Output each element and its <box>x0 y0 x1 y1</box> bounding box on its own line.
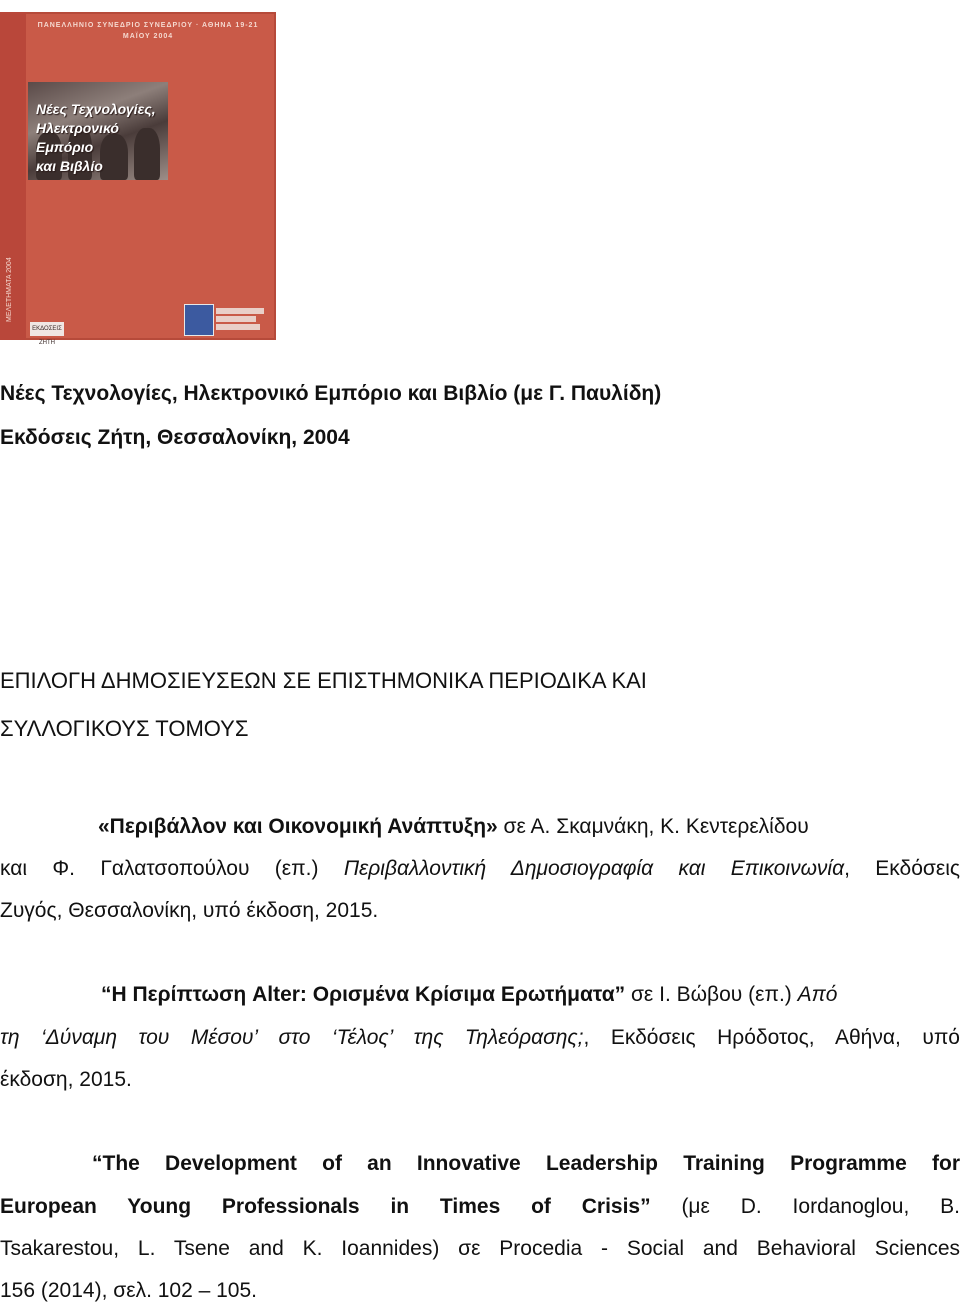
entry-3-line-2 <box>0 1193 960 1221</box>
entry-3-authors: (με D. Iordanoglou, B. <box>650 1195 960 1218</box>
entry-2-title: “Η Περίπτωση Alter: Ορισμένα Κρίσιμα Ερωτήματα” <box>101 983 626 1006</box>
entry-2-book-title: τη ‘Δύναμη του Μέσου’ στο ‘Τέλος’ της Τηλεόρασης; <box>0 1026 584 1049</box>
entry-1-line-3: Ζυγός, Θεσσαλονίκη, υπό έκδοση, 2015. <box>0 899 379 922</box>
entry-1-line-2 <box>0 855 960 883</box>
cover-logo-text <box>216 306 268 332</box>
entry-1-title: «Περιβάλλον και Οικονομική Ανάπτυξη» <box>98 815 498 838</box>
entry-2-line-3: έκδοση, 2015. <box>0 1068 132 1091</box>
entry-3-title: “The Development of an Innovative Leadership Training Programme for <box>92 1152 960 1175</box>
section-heading-cont: ΣΥΛΛΟΓΙΚΟΥΣ ΤΟΜΟΥΣ <box>0 716 249 741</box>
entry-2-line-1 <box>101 981 837 1009</box>
entry-1-line-1 <box>98 813 809 841</box>
entry-2-editor: σε Ι. Βώβου (επ.) <box>625 983 798 1006</box>
entry-1-editors: σε Α. Σκαμνάκη, Κ. Κεντερελίδου <box>497 815 809 838</box>
cover-institution-logo <box>184 304 214 336</box>
cover-title <box>36 100 164 176</box>
entry-1-book-title: Περιβαλλοντική Δημοσιογραφία και Επικοινωνία <box>343 857 845 880</box>
cover-title-line: Ηλεκτρονικό Εμπόριο <box>36 120 119 155</box>
cover-publisher-logo: ΕΚΔΟΣΕΙΣ ΖΗΤΗ <box>30 322 64 336</box>
entry-3-line-4: 156 (2014), σελ. 102 – 105. <box>0 1279 257 1302</box>
entry-1-editors-cont: και Φ. Γαλατσοπούλου (επ.) <box>0 857 344 880</box>
entry-2-publisher: , Εκδόσεις Ηρόδοτος, Αθήνα, υπό <box>583 1026 960 1049</box>
entry-2-book-title-start: Από <box>797 983 838 1006</box>
book-publisher: Εκδόσεις Ζήτη, Θεσσαλονίκη, 2004 <box>0 426 350 449</box>
entry-1-publisher: , Εκδόσεις <box>844 857 960 880</box>
cover-spine-text: ΜΕΛΕΤΗΜΑΤΑ 2004 <box>6 257 13 322</box>
entry-3-line-3: Tsakarestou, L. Tsene and K. Ioannides) σε Procedia - Social and Behavioral Sciences <box>0 1237 960 1260</box>
entry-3-title-cont: European Young Professionals in Times of Crisis” <box>0 1195 651 1218</box>
entry-2-line-2 <box>0 1024 960 1052</box>
cover-header: ΠΑΝΕΛΛΗΝΙΟ ΣΥΝΕΔΡΙΟ ΣΥΝΕΔΡΙΟΥ · ΑΘΗΝΑ 19-21 ΜΑΪΟΥ 2004 <box>37 22 259 40</box>
book-cover <box>0 12 276 346</box>
cover-title-line: και Βιβλίο <box>36 158 103 174</box>
cover-title-line: Νέες Τεχνολογίες, <box>36 101 156 117</box>
section-heading: ΕΠΙΛΟΓΗ ΔΗΜΟΣΙΕΥΣΕΩΝ ΣΕ ΕΠΙΣΤΗΜΟΝΙΚΑ ΠΕΡΙΟΔΙΚΑ ΚΑΙ <box>0 668 647 693</box>
book-title: Νέες Τεχνολογίες, Ηλεκτρονικό Εμπόριο και Βιβλίο (με Γ. Παυλίδη) <box>0 382 662 405</box>
